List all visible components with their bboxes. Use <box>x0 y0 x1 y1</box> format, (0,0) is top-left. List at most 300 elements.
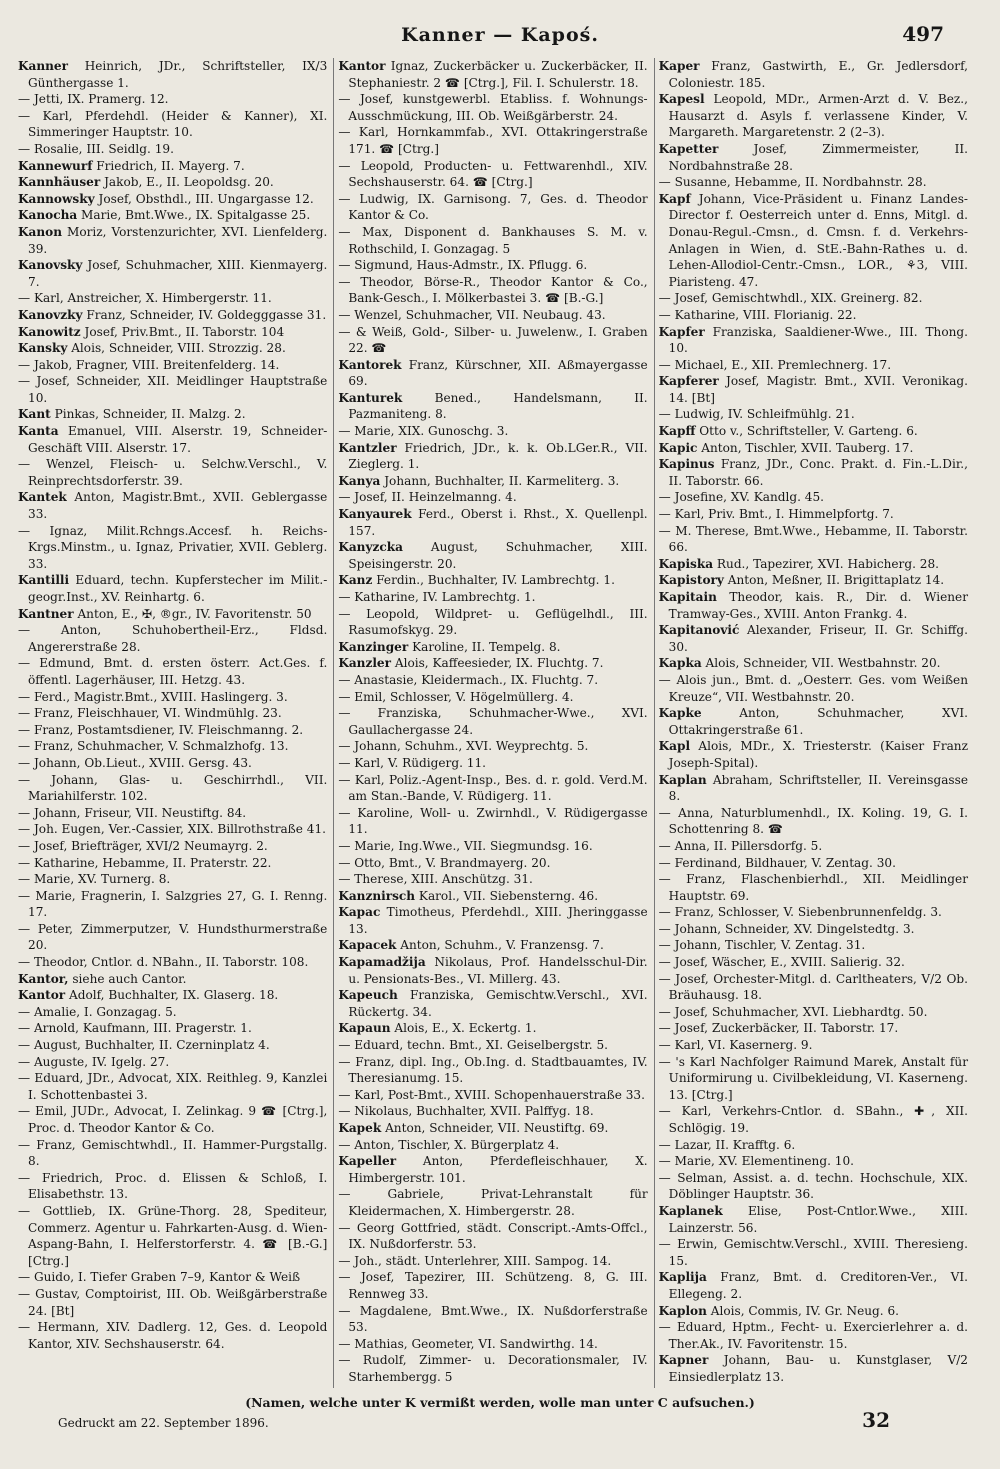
directory-entry <box>659 805 968 838</box>
entry-details: Bened., Handelsmann, II. Pazmaniteng. 8. <box>348 390 648 422</box>
entry-surname: Kapek <box>338 1121 382 1135</box>
directory-entry <box>338 191 647 224</box>
directory-entry <box>659 705 968 738</box>
entry-details: — Marie, XV. Elementineng. 10. <box>658 1154 854 1169</box>
directory-entry <box>659 855 968 872</box>
entry-surname: Kaplanek <box>658 1203 723 1218</box>
entry-details: — Josef, kunstgewerbl. Etabliss. f. Wohnungs-Ausschmückung, III. Ob. Weißgärberstr. 24. <box>338 92 648 123</box>
directory-entry <box>338 606 647 639</box>
directory-entry <box>338 838 647 855</box>
entry-details: — Franz, Flaschenbierhdl., XII. Meidlinger Hauptstr. 69. <box>658 872 968 903</box>
entry-surname: Kantzler <box>338 440 397 455</box>
entry-surname: Kapacek <box>338 938 397 953</box>
entry-details: — Ignaz, Milit.Rchngs.Accesf. h. Reichs-Krgs.Minstm., u. Ignaz, Privatier, XVII. Geblerg. 33. <box>18 523 328 571</box>
entry-details: — Marie, Ing.Wwe., VII. Siegmundsg. 16. <box>338 838 593 853</box>
directory-entry <box>659 290 968 307</box>
directory-entry <box>18 805 327 822</box>
entry-details: Emanuel, VIII. Alserstr. 19, Schneider-Geschäft VIII. Alserstr. 17. <box>28 424 328 455</box>
entry-details: — Johann, Friseur, VII. Neustiftg. 84. <box>18 805 247 820</box>
entry-details: — Emil, JUDr., Advocat, I. Zelinkag. 9 ☎ [Ctrg.], Proc. d. Theodor Kantor & Co. <box>18 1104 328 1135</box>
directory-entry <box>338 904 647 937</box>
entry-details: — Josef, Schneider, XII. Meidlinger Hauptstraße 10. <box>18 374 328 405</box>
directory-entry <box>338 855 647 872</box>
entry-surname: Kapistory <box>658 573 724 588</box>
directory-entry <box>659 523 968 556</box>
directory-entry <box>18 1137 327 1170</box>
directory-entry <box>659 91 968 141</box>
directory-entry <box>18 572 327 605</box>
directory-entry <box>338 1020 647 1037</box>
directory-entry <box>338 1037 647 1054</box>
entry-details: — Eduard, JDr., Advocat, XIX. Reithleg. 9, Kanzlei I. Schottenbastei 3. <box>18 1071 328 1102</box>
footer-note: (Namen, welche unter K vermißt werden, wolle man unter C aufsuchen.) <box>245 1395 755 1410</box>
directory-entry <box>659 456 968 489</box>
entry-surname: Kaper <box>658 59 700 73</box>
directory-entry <box>18 58 327 91</box>
directory-entry <box>659 406 968 423</box>
directory-entry <box>18 755 327 772</box>
entry-details: — Ludwig, IV. Schleifmühlg. 21. <box>658 407 855 422</box>
directory-entry <box>659 556 968 573</box>
entry-details: — Katharine, Hebamme, II. Praterstr. 22. <box>18 855 272 870</box>
column-3 <box>659 58 974 1388</box>
entry-details: — Georg Gottfried, städt. Conscript.-Amts-Offcl., IX. Nußdorferstr. 53. <box>338 1220 648 1252</box>
entry-details: — Therese, XIII. Anschützg. 31. <box>338 872 533 887</box>
directory-entry <box>338 224 647 257</box>
entry-details: — Franz, Fleischhauer, VI. Windmühlg. 23. <box>18 706 282 721</box>
entry-details: — Karl, Pferdehdl. (Heider & Kanner), XI. Simmeringer Hauptstr. 10. <box>18 108 328 140</box>
entry-details: — Jakob, Fragner, VIII. Breitenfelderg. 14. <box>18 357 280 372</box>
directory-entry <box>659 1153 968 1170</box>
entry-surname <box>338 1387 426 1389</box>
entry-details: — Johann, Glas- u. Geschirrhdl., VII. Mariahilferstr. 102. <box>18 772 328 804</box>
directory-entry <box>659 58 968 91</box>
directory-entry <box>338 307 647 324</box>
directory-entry <box>18 738 327 755</box>
entry-details: — Michael, E., XII. Premlechnerg. 17. <box>658 357 892 372</box>
entry-surname: Kanturek <box>338 390 403 405</box>
entry-details: — Katharine, VIII. Florianig. 22. <box>658 307 857 322</box>
entry-surname: Kanz <box>338 573 373 588</box>
entry-details: Johann, Buchhalter, II. Karmeliterg. 3. <box>380 473 620 488</box>
entry-details: Nikolaus, Prof. Handelsschul-Dir. u. Pensionats-Bes., VI. Millerg. 43. <box>348 955 648 986</box>
entry-details: Alexander, Friseur, II. Gr. Schiffg. 30. <box>668 623 968 654</box>
directory-entry <box>18 158 327 175</box>
entry-details: — Anna, Naturblumenhdl., IX. Koling. 19, G. I. Schottenring 8. ☎ <box>658 805 968 837</box>
directory-entry <box>18 1103 327 1136</box>
entry-surname: Kanyzcka <box>338 540 403 555</box>
directory-entry <box>18 1203 327 1269</box>
entry-details: — Auguste, IV. Igelg. 27. <box>18 1054 170 1069</box>
entry-details: Moriz, Vorstenzurichter, XVI. Lienfelderg. 39. <box>28 224 328 256</box>
directory-entry <box>18 722 327 739</box>
entry-details: Anton, Schuhm., V. Franzensg. 7. <box>396 938 604 953</box>
directory-entry <box>338 738 647 755</box>
entry-details: Ferdin., Buchhalter, IV. Lambrechtg. 1. <box>372 573 615 588</box>
entry-details: Anton, Pferdefleischhauer, X. Himbergerstr. 101. <box>348 1154 648 1185</box>
entry-surname: Kaplan <box>658 772 707 787</box>
entry-details: August, Schuhmacher, XIII. Speisingerstr. 20. <box>348 540 648 571</box>
directory-entry <box>659 1269 968 1302</box>
entry-surname: Kanner <box>18 59 68 73</box>
entry-details: — M. Therese, Bmt.Wwe., Hebamme, II. Taborstr. 66. <box>658 523 968 555</box>
entry-surname <box>659 1387 712 1389</box>
directory-entry <box>18 141 327 158</box>
directory-entry <box>659 1054 968 1104</box>
directory-entry <box>659 772 968 805</box>
directory-entry <box>338 1120 647 1137</box>
directory-entry <box>18 705 327 722</box>
directory-entry <box>338 357 647 390</box>
directory-entry <box>18 1269 327 1286</box>
entry-details: — Amalie, I. Gonzagag. 5. <box>18 1004 177 1019</box>
directory-entry <box>659 440 968 457</box>
directory-entry <box>338 124 647 157</box>
directory-entry <box>659 1020 968 1037</box>
entry-details: — Nikolaus, Buchhalter, XVII. Palffyg. 18. <box>338 1104 594 1119</box>
directory-entry <box>338 1220 647 1253</box>
entry-details: — Eduard, techn. Bmt., XI. Geiselbergstr. 5. <box>338 1038 609 1053</box>
directory-entry <box>338 1336 647 1353</box>
directory-entry <box>18 423 327 456</box>
entry-surname: Kannowsky <box>18 191 95 206</box>
entry-surname: Kapitanović <box>658 623 740 638</box>
entry-details: Alois, E., X. Eckertg. 1. <box>390 1021 537 1036</box>
directory-entry <box>18 406 327 423</box>
entry-details: Johann, Bau- u. Kunstglaser, V/2 Einsiedlerplatz 13. <box>668 1353 968 1384</box>
directory-entry <box>18 108 327 141</box>
entry-details: — Karl, Verkehrs-Cntlor. d. SBahn., ✚, XII. Schlögig. 19. <box>658 1104 968 1135</box>
entry-details: — Susanne, Hebamme, II. Nordbahnstr. 28. <box>658 175 927 190</box>
directory-entry <box>338 489 647 506</box>
directory-entry <box>659 937 968 954</box>
column-1 <box>18 58 334 1388</box>
entry-details: Josef, Magistr. Bmt., XVII. Veronikag. 14. [Bt] <box>668 374 968 405</box>
directory-entry <box>18 207 327 224</box>
directory-entry <box>338 158 647 191</box>
directory-entry <box>338 1269 647 1302</box>
directory-entry <box>18 1170 327 1203</box>
entry-details: — Rosalie, III. Seidlg. 19. <box>18 141 174 156</box>
entry-details: Anton, Tischler, XVII. Tauberg. 17. <box>697 440 914 455</box>
entry-details: — Arnold, Kaufmann, III. Pragerstr. 1. <box>18 1021 252 1036</box>
directory-entry <box>18 606 327 623</box>
entry-details: — Josef, II. Heinzelmanng. 4. <box>338 490 517 505</box>
directory-entry <box>18 489 327 522</box>
entry-details: — Guido, I. Tiefer Graben 7–9, Kantor & Weiß <box>18 1270 301 1285</box>
directory-entry <box>18 174 327 191</box>
directory-entry <box>659 506 968 523</box>
directory-entry <box>338 672 647 689</box>
entry-surname: Kapinus <box>658 457 715 472</box>
entry-surname: Kapferer <box>658 374 719 389</box>
directory-entry <box>18 1319 327 1352</box>
directory-entry <box>338 1186 647 1219</box>
entry-surname: Kansky <box>18 341 68 356</box>
entry-surname: Kanocha <box>18 208 78 223</box>
entry-details: Leopold, MDr., Armen-Arzt d. V. Bez., Hausarzt d. Asyls f. verlassene Kinder, V. Margareth. Margaretenstr. 2 (2–3). <box>668 92 968 140</box>
directory-entry <box>18 772 327 805</box>
entry-details: — Ferd., Magistr.Bmt., XVIII. Haslingerg. 3. <box>18 689 288 704</box>
entry-details: — Katharine, IV. Lambrechtg. 1. <box>338 590 536 604</box>
directory-entry <box>18 324 327 341</box>
entry-details: — Josefine, XV. Kandlg. 45. <box>658 490 825 505</box>
directory-entry <box>338 1386 647 1389</box>
entry-details: Alois, MDr., X. Triesterstr. (Kaiser Franz Joseph-Spital). <box>668 739 968 770</box>
directory-entry <box>338 805 647 838</box>
directory-entry <box>659 1103 968 1136</box>
directory-entry <box>18 456 327 489</box>
entry-surname: Kanta <box>18 424 59 439</box>
directory-entry <box>18 91 327 108</box>
directory-entry <box>338 257 647 274</box>
directory-entry <box>659 954 968 971</box>
directory-entry <box>338 987 647 1020</box>
directory-entry <box>18 1037 327 1054</box>
entry-surname: Kantorek <box>338 357 402 372</box>
directory-columns <box>18 58 974 1388</box>
directory-entry <box>18 307 327 324</box>
directory-entry <box>18 373 327 406</box>
directory-entry <box>338 1103 647 1120</box>
directory-entry <box>659 1319 968 1352</box>
directory-entry <box>659 307 968 324</box>
entry-details: — Anastasie, Kleidermach., IX. Fluchtg. 7. <box>338 672 599 687</box>
page-title: Kanner — Kapoś. <box>401 24 599 46</box>
entry-details: — Emil, Schlosser, V. Högelmüllerg. 4. <box>338 689 574 704</box>
directory-entry <box>659 489 968 506</box>
entry-details: — Josef, Schuhmacher, XVI. Liebhardtg. 50. <box>658 1004 928 1019</box>
entry-details: — Marie, XV. Turnerg. 8. <box>18 872 171 887</box>
sheet-number: 32 <box>862 1408 890 1432</box>
entry-surname: Kapaun <box>338 1021 391 1036</box>
directory-entry <box>338 274 647 307</box>
entry-details: Eduard, techn. Kupferstecher im Milit.-geogr.Inst., XV. Reinhartg. 6. <box>28 573 328 604</box>
entry-details: Franz, Kürschner, XII. Aßmayergasse 69. <box>348 357 648 389</box>
entry-details: — Josef, Gemischtwhdl., XIX. Greinerg. 82. <box>658 291 923 306</box>
entry-details: — Johann, Tischler, V. Zentag. 31. <box>658 938 866 953</box>
directory-entry <box>18 340 327 357</box>
entry-details: — Karl, Anstreicher, X. Himbergerstr. 11. <box>18 291 272 306</box>
directory-entry <box>18 191 327 208</box>
entry-details: Franziska, Saaldiener-Wwe., III. Thong. 10. <box>668 324 968 356</box>
entry-details: — Franz, Gemischtwhdl., II. Hammer-Purgstallg. 8. <box>18 1137 328 1169</box>
directory-entry <box>18 257 327 290</box>
entry-details: Franz, Bmt. d. Creditoren-Ver., VI. Ellegeng. 2. <box>668 1270 968 1301</box>
entry-details: — Franz, Schlosser, V. Siebenbrunnenfeldg. 3. <box>658 905 942 920</box>
entry-details <box>669 1387 968 1389</box>
directory-entry <box>659 1170 968 1203</box>
directory-entry <box>338 440 647 473</box>
directory-entry <box>659 838 968 855</box>
entry-details: Theodor, kais. R., Dir. d. Wiener Tramway-Ges., XVIII. Anton Frankg. 4. <box>668 590 968 621</box>
entry-surname: Kapl <box>658 739 691 754</box>
entry-surname: Kaplon <box>658 1303 707 1318</box>
directory-entry <box>18 838 327 855</box>
directory-entry <box>659 1303 968 1320</box>
entry-surname: Kanya <box>338 473 381 488</box>
entry-details: Josef, Obsthdl., III. Ungargasse 12. <box>94 191 314 206</box>
directory-entry <box>659 357 968 374</box>
entry-details: — Alois jun., Bmt. d. „Oesterr. Ges. vom Weißen Kreuze“, VII. Westbahnstr. 20. <box>658 672 968 704</box>
directory-entry <box>338 324 647 357</box>
entry-details: — Josef, Tapezirer, III. Schützeng. 8, G. III. Rennweg 33. <box>338 1270 648 1301</box>
entry-details: Rud., Tapezirer, XVI. Habicherg. 28. <box>713 556 939 571</box>
entry-details: — Marie, XIX. Gunoschg. 3. <box>338 424 509 439</box>
directory-entry <box>18 821 327 838</box>
entry-surname: Kapfer <box>658 324 705 339</box>
entry-details: — Wenzel, Fleisch- u. Selchw.Verschl., V. Reinprechtsdorferstr. 39. <box>18 457 328 488</box>
directory-entry <box>659 871 968 904</box>
directory-entry <box>338 572 647 589</box>
directory-entry <box>659 423 968 440</box>
entry-details: Alois, Commis, IV. Gr. Neug. 6. <box>706 1303 900 1318</box>
entry-details: — Selman, Assist. a. d. techn. Hochschule, XIX. Döblinger Hauptstr. 36. <box>658 1170 968 1202</box>
entry-details: — Franz, Postamtsdiener, IV. Fleischmanng. 2. <box>18 722 304 737</box>
entry-details: — Karoline, Woll- u. Zwirnhdl., V. Rüdigergasse 11. <box>338 805 648 837</box>
entry-details: — Karl, VI. Kasernerg. 9. <box>658 1038 813 1053</box>
entry-details: Abraham, Schriftsteller, II. Vereinsgasse 8. <box>668 772 968 804</box>
directory-entry <box>18 888 327 921</box>
entry-details: Franz, Gastwirth, E., Gr. Jedlersdorf, Coloniestr. 185. <box>668 59 968 90</box>
entry-details: — Gustav, Comptoirist, III. Ob. Weißgärberstraße 24. [Bt] <box>18 1286 328 1318</box>
entry-details: Alois, Schneider, VIII. Strozzig. 28. <box>67 341 286 356</box>
directory-entry <box>338 689 647 706</box>
entry-surname: Kapac <box>338 905 381 920</box>
entry-details: — Franz, Schuhmacher, V. Schmalzhofg. 13. <box>18 739 289 754</box>
entry-surname: Kapke <box>658 706 702 721</box>
entry-details: — Edmund, Bmt. d. ersten österr. Act.Ges. f. öffentl. Lagerhäuser, III. Hetzg. 43. <box>18 656 328 687</box>
entry-surname: Kapff <box>658 424 696 439</box>
directory-entry <box>18 655 327 688</box>
entry-details: siehe auch Cantor. <box>68 971 187 986</box>
entry-surname: Kanzinger <box>338 639 409 654</box>
directory-entry <box>18 290 327 307</box>
directory-entry <box>18 622 327 655</box>
directory-entry <box>338 937 647 954</box>
entry-details: — Johann, Schneider, XV. Dingelstedtg. 3. <box>658 921 915 936</box>
entry-details: — Hermann, XIV. Dadlerg. 12, Ges. d. Leopold Kantor, XIV. Sechshauserstr. 64. <box>18 1320 328 1351</box>
entry-details: — & Weiß, Gold-, Silber- u. Juwelenw., I. Graben 22. ☎ <box>338 324 648 356</box>
entry-details: Heinrich, JDr., Schriftsteller, IX/3 Günthergasse 1. <box>28 59 328 90</box>
entry-details: — Josef, Orchester-Mitgl. d. Carltheaters, V/2 Ob. Bräuhausg. 18. <box>658 971 968 1003</box>
entry-details: — Theodor, Börse-R., Theodor Kantor & Co., Bank-Gesch., I. Mölkerbastei 3. ☎ [B.-G.] <box>338 274 648 306</box>
entry-details: Friedrich, JDr., k. k. Ob.LGer.R., VII. Zieglerg. 1. <box>348 440 648 472</box>
directory-entry <box>659 141 968 174</box>
entry-surname: Kannewurf <box>18 158 93 173</box>
directory-entry <box>338 1153 647 1186</box>
entry-details: Elise, Post-Cntlor.Wwe., XIII. Lainzerstr. 56. <box>668 1203 968 1235</box>
page-number: 497 <box>902 22 944 46</box>
entry-details: Johann, Vice-Präsident u. Finanz Landes-Director f. Oesterreich unter d. Enns, Mitgl. d. Donau-Regul.-Cmsn., d. Cmsn. f. d. Verkehrs-Anlagen in Wien, d. StE.-Bahn-Rathes u. d. Lehen-Allodiol-Centr.-Cmsn., LOR., ⚘3, VIII. Piaristeng. 47. <box>668 191 968 289</box>
directory-entry <box>659 572 968 589</box>
entry-details: Timotheus, Pferdehdl., XIII. Jheringgasse 13. <box>348 905 648 936</box>
entry-details: — Lazar, II. Krafftg. 6. <box>658 1137 796 1152</box>
entry-surname: Kapamadžija <box>338 955 426 970</box>
entry-details: — Otto, Bmt., V. Brandmayerg. 20. <box>338 855 551 870</box>
directory-entry <box>659 1386 968 1389</box>
directory-entry <box>659 672 968 705</box>
entry-surname: Kantilli <box>18 573 70 588</box>
directory-entry <box>338 705 647 738</box>
entry-details: — 's Karl Nachfolger Raimund Marek, Anstalt für Uniformirung u. Civilbekleidung, VI. Kaserneng. 13. [Ctrg.] <box>658 1054 968 1102</box>
entry-surname: Kapitain <box>658 590 717 604</box>
entry-surname: Kanznirsch <box>338 888 416 903</box>
entry-details: Karol., VII. Siebensterng. 46. <box>415 888 599 903</box>
entry-surname: Kannhäuser <box>18 175 101 190</box>
entry-details: — Johann, Schuhm., XVI. Weyprechtg. 5. <box>338 739 589 754</box>
directory-entry <box>18 987 327 1004</box>
entry-details: — Friedrich, Proc. d. Elissen & Schloß, I. Elisabethstr. 13. <box>18 1170 328 1202</box>
entry-details: Josef, Zimmermeister, II. Nordbahnstraße 28. <box>668 141 968 173</box>
directory-entry <box>338 888 647 905</box>
directory-entry <box>18 954 327 971</box>
directory-entry <box>338 1087 647 1104</box>
entry-details: — Anton, Tischler, X. Bürgerplatz 4. <box>338 1137 560 1152</box>
entry-details: Karoline, II. Tempelg. 8. <box>408 639 561 654</box>
directory-entry <box>18 523 327 573</box>
entry-details: — Eduard, Hptm., Fecht- u. Exercierlehrer a. d. Ther.Ak., IV. Favoritenstr. 15. <box>658 1320 968 1351</box>
entry-details: — Magdalene, Bmt.Wwe., IX. Nußdorferstraße 53. <box>338 1303 648 1335</box>
directory-entry <box>659 1004 968 1021</box>
entry-details: — Mathias, Geometer, VI. Sandwirthg. 14. <box>338 1336 598 1351</box>
directory-entry <box>18 921 327 954</box>
entry-details: Franz, JDr., Conc. Prakt. d. Fin.-L.Dir., II. Taborstr. 66. <box>668 457 968 488</box>
entry-details: Anton, Schuhmacher, XVI. Ottakringerstraße 61. <box>668 706 968 737</box>
directory-entry <box>659 324 968 357</box>
entry-surname: Kapetter <box>658 141 719 156</box>
entry-surname: Kapeller <box>338 1154 397 1169</box>
entry-details: — Max, Disponent d. Bankhauses S. M. v. Rothschild, I. Gonzagag. 5 <box>338 224 648 256</box>
directory-entry <box>18 689 327 706</box>
entry-details: Marie, Bmt.Wwe., IX. Spitalgasse 25. <box>77 208 311 223</box>
entry-details: — Josef, Briefträger, XVI/2 Neumayrg. 2. <box>18 838 268 853</box>
entry-details: Ferd., Oberst i. Rhst., X. Quellenpl. 157. <box>348 507 648 538</box>
entry-surname: Kapf <box>658 191 691 206</box>
entry-details: Jakob, E., II. Leopoldsg. 20. <box>100 175 274 190</box>
directory-entry <box>659 1137 968 1154</box>
entry-details: — Marie, Fragnerin, I. Salzgries 27, G. I. Renng. 17. <box>18 888 328 920</box>
entry-details: — Karl, Priv. Bmt., I. Himmelpfortg. 7. <box>658 507 894 522</box>
entry-details: — Peter, Zimmerputzer, V. Hundsthurmerstraße 20. <box>18 921 328 953</box>
entry-details: Friedrich, II. Mayerg. 7. <box>92 158 245 173</box>
directory-entry <box>659 174 968 191</box>
entry-details: — Gabriele, Privat-Lehranstalt für Kleidermachen, X. Himbergerstr. 28. <box>338 1187 648 1218</box>
entry-details: — Rudolf, Zimmer- u. Decorationsmaler, IV. Starhembergg. 5 <box>338 1353 648 1384</box>
entry-details: — Johann, Ob.Lieut., XVIII. Gersg. 43. <box>18 755 252 770</box>
entry-details: — Ferdinand, Bildhauer, V. Zentag. 30. <box>658 855 896 870</box>
directory-entry <box>18 357 327 374</box>
directory-entry <box>659 589 968 622</box>
directory-entry <box>338 655 647 672</box>
directory-entry <box>338 423 647 440</box>
entry-surname: Kanowitz <box>18 324 81 339</box>
directory-entry <box>659 622 968 655</box>
entry-details: — August, Buchhalter, II. Czerninplatz 4. <box>18 1038 270 1053</box>
directory-entry <box>338 639 647 656</box>
entry-details: Franz, Schneider, IV. Goldegggasse 31. <box>82 307 327 322</box>
directory-entry <box>338 755 647 772</box>
directory-entry <box>18 1020 327 1037</box>
entry-surname: Kantek <box>18 490 67 505</box>
directory-entry <box>659 904 968 921</box>
directory-entry <box>18 224 327 257</box>
directory-entry <box>18 971 327 988</box>
directory-entry <box>338 539 647 572</box>
entry-details: — Jetti, IX. Pramerg. 12. <box>18 92 169 107</box>
entry-surname: Kantner <box>18 606 74 621</box>
directory-entry <box>659 655 968 672</box>
